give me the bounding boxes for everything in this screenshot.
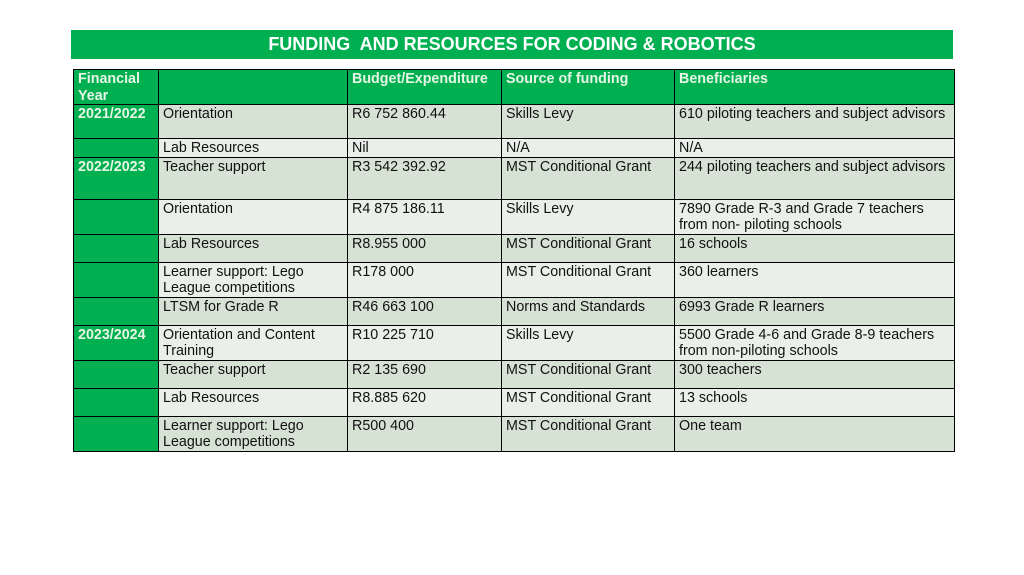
year-cell <box>74 416 159 451</box>
budget-cell: R4 875 186.11 <box>348 199 502 234</box>
budget-cell: R6 752 860.44 <box>348 105 502 139</box>
table-row <box>74 388 955 416</box>
year-cell: 2023/2024 <box>74 325 159 360</box>
year-cell <box>74 234 159 262</box>
year-cell <box>74 360 159 388</box>
beneficiaries-cell: 360 learners <box>675 262 955 297</box>
budget-cell: Nil <box>348 139 502 158</box>
source-cell: MST Conditional Grant <box>502 234 675 262</box>
table-row <box>74 325 955 360</box>
item-cell: Lab Resources <box>159 139 348 158</box>
source-cell: MST Conditional Grant <box>502 360 675 388</box>
table-row <box>74 157 955 199</box>
beneficiaries-cell: 244 piloting teachers and subject advisors <box>675 157 955 199</box>
table-row <box>74 360 955 388</box>
item-cell: Lab Resources <box>159 388 348 416</box>
year-cell <box>74 297 159 325</box>
table-row <box>74 262 955 297</box>
year-cell: 2021/2022 <box>74 105 159 139</box>
source-cell: MST Conditional Grant <box>502 416 675 451</box>
budget-cell: R8.885 620 <box>348 388 502 416</box>
budget-cell: R8.955 000 <box>348 234 502 262</box>
source-cell: Norms and Standards <box>502 297 675 325</box>
item-cell: Learner support: Lego League competitions <box>159 416 348 451</box>
year-cell <box>74 139 159 158</box>
header-beneficiaries: Beneficiaries <box>675 70 955 105</box>
item-cell: Lab Resources <box>159 234 348 262</box>
beneficiaries-cell: 13 schools <box>675 388 955 416</box>
beneficiaries-cell: 300 teachers <box>675 360 955 388</box>
budget-cell: R178 000 <box>348 262 502 297</box>
item-cell: LTSM for Grade R <box>159 297 348 325</box>
beneficiaries-cell: 610 piloting teachers and subject advisors <box>675 105 955 139</box>
year-cell <box>74 388 159 416</box>
beneficiaries-cell: 7890 Grade R-3 and Grade 7 teachers from non- piloting schools <box>675 199 955 234</box>
source-cell: MST Conditional Grant <box>502 262 675 297</box>
budget-cell: R2 135 690 <box>348 360 502 388</box>
item-cell: Orientation <box>159 199 348 234</box>
budget-cell: R3 542 392.92 <box>348 157 502 199</box>
year-cell: 2022/2023 <box>74 157 159 199</box>
header-item <box>159 70 348 105</box>
table-row <box>74 234 955 262</box>
budget-cell: R46 663 100 <box>348 297 502 325</box>
table-row <box>74 105 955 139</box>
beneficiaries-cell: 6993 Grade R learners <box>675 297 955 325</box>
table-row <box>74 199 955 234</box>
header-source: Source of funding <box>502 70 675 105</box>
item-cell: Learner support: Lego League competitions <box>159 262 348 297</box>
source-cell: Skills Levy <box>502 325 675 360</box>
table-row <box>74 416 955 451</box>
source-cell: MST Conditional Grant <box>502 388 675 416</box>
item-cell: Orientation <box>159 105 348 139</box>
header-budget: Budget/Expenditure <box>348 70 502 105</box>
year-cell <box>74 262 159 297</box>
item-cell: Orientation and Content Training <box>159 325 348 360</box>
source-cell: Skills Levy <box>502 105 675 139</box>
beneficiaries-cell: One team <box>675 416 955 451</box>
item-cell: Teacher support <box>159 157 348 199</box>
table-header-row <box>74 70 955 105</box>
source-cell: Skills Levy <box>502 199 675 234</box>
budget-cell: R500 400 <box>348 416 502 451</box>
year-cell <box>74 199 159 234</box>
header-financial-year: Financial Year <box>74 70 159 105</box>
table-row <box>74 139 955 158</box>
page-title: FUNDING AND RESOURCES FOR CODING & ROBOTICS <box>71 30 953 59</box>
item-cell: Teacher support <box>159 360 348 388</box>
beneficiaries-cell: 16 schools <box>675 234 955 262</box>
budget-cell: R10 225 710 <box>348 325 502 360</box>
table-row <box>74 297 955 325</box>
funding-table <box>73 69 955 452</box>
beneficiaries-cell: N/A <box>675 139 955 158</box>
source-cell: MST Conditional Grant <box>502 157 675 199</box>
beneficiaries-cell: 5500 Grade 4-6 and Grade 8-9 teachers from non-piloting schools <box>675 325 955 360</box>
source-cell: N/A <box>502 139 675 158</box>
